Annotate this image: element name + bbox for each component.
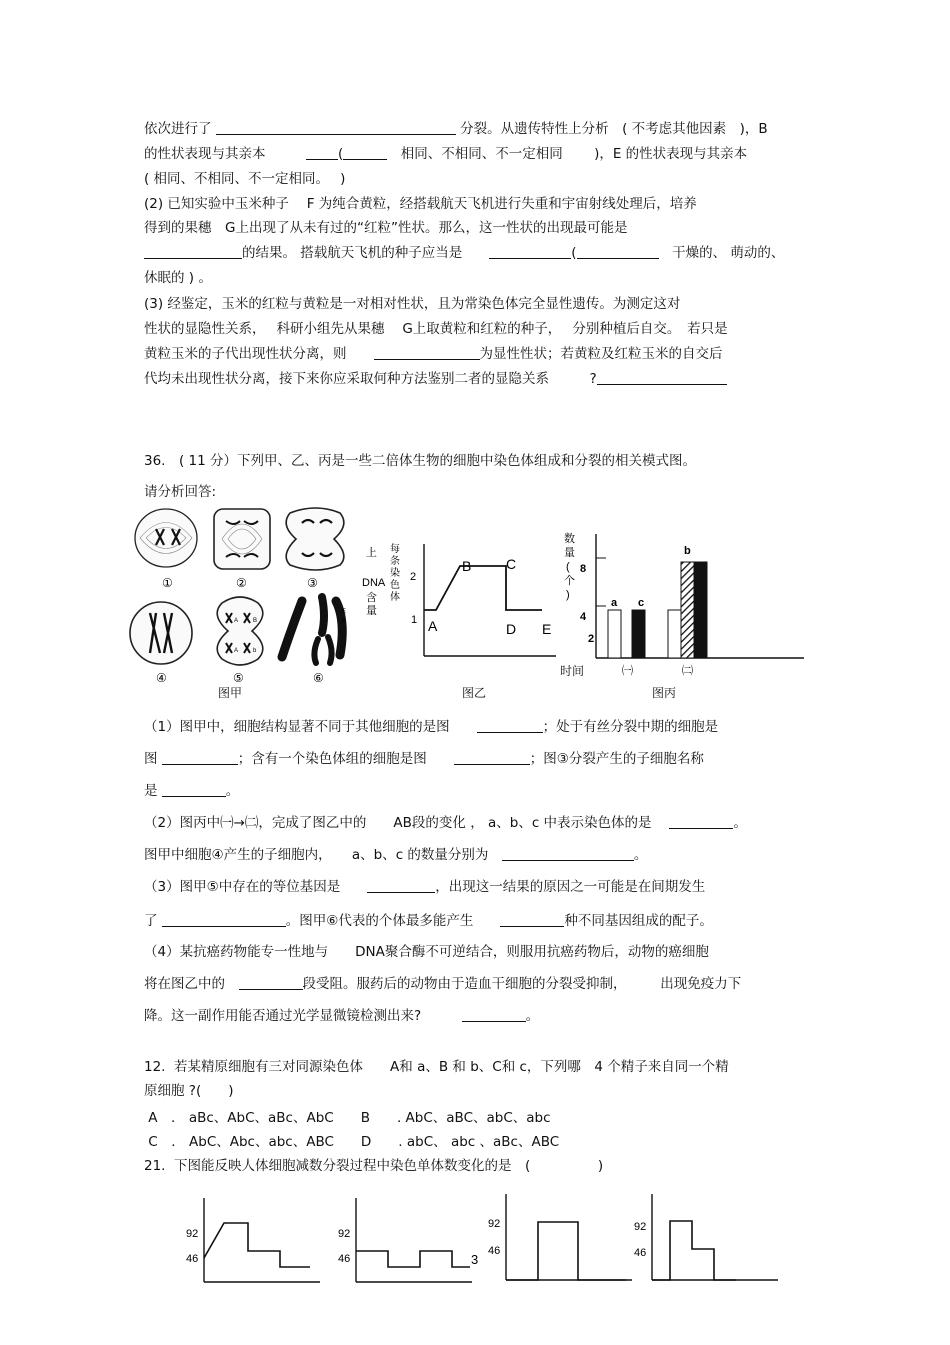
q21-graphs bbox=[180, 1190, 780, 1290]
cell-label-6: ⑥ bbox=[313, 671, 324, 685]
cell-label-1: ① bbox=[162, 576, 173, 590]
figure-bing-chart bbox=[554, 528, 810, 678]
answer-blank[interactable] bbox=[162, 750, 238, 765]
svg-text:C: C bbox=[506, 556, 517, 572]
svg-text:46: 46 bbox=[338, 1253, 351, 1265]
cell-label-4: ④ bbox=[156, 671, 167, 685]
q36-s2: 图 ；含有一个染色体组的细胞是图 ；图③分裂产生的子细胞名称 bbox=[144, 751, 704, 767]
svg-text:46: 46 bbox=[634, 1247, 647, 1259]
answer-blank[interactable] bbox=[374, 345, 480, 360]
answer-blank[interactable] bbox=[306, 145, 338, 160]
q35-line-10: 黄粒玉米的子代出现性状分离，则 为显性性状；若黄粒及红粒玉米的自交后 bbox=[144, 346, 723, 362]
q36-s5: 图甲中细胞④产生的子细胞内， a、b、c 的数量分别为 。 bbox=[144, 847, 648, 863]
svg-text:DNA: DNA bbox=[362, 577, 386, 589]
cell-1-diagram bbox=[135, 509, 197, 567]
answer-blank[interactable] bbox=[489, 244, 571, 259]
svg-text:2: 2 bbox=[410, 571, 417, 583]
q21-graph-d bbox=[634, 1194, 778, 1280]
svg-text:(: ( bbox=[566, 561, 570, 573]
svg-text:㈡: ㈡ bbox=[682, 665, 693, 677]
svg-text:量: 量 bbox=[366, 605, 377, 617]
q36-intro: 请分析回答: bbox=[144, 484, 217, 500]
answer-blank[interactable] bbox=[239, 975, 303, 990]
answer-blank[interactable] bbox=[502, 846, 634, 861]
q35-line-4: (2) 已知实验中玉米种子 F 为纯合黄粒，经搭载航天飞机进行失重和宇宙射线处理后，培养 bbox=[144, 196, 697, 212]
cell-4-diagram bbox=[130, 602, 192, 664]
cell-5-diagram bbox=[217, 597, 263, 665]
answer-blank[interactable] bbox=[216, 120, 456, 135]
svg-text:b: b bbox=[253, 648, 257, 654]
svg-text:1: 1 bbox=[411, 614, 418, 626]
q12-line-2: 原细胞 ?( ) bbox=[144, 1083, 234, 1099]
q35-line-9: 性状的显隐性关系， 科研小组先从果穗 G上取黄粒和红粒的种子， 分别种植后自交。 若只是 bbox=[144, 321, 728, 337]
cell-label-2: ② bbox=[236, 576, 247, 590]
cell-label-3: ③ bbox=[307, 576, 318, 590]
q21-graph-a bbox=[186, 1198, 320, 1282]
answer-blank[interactable] bbox=[343, 145, 387, 160]
bar-group bbox=[608, 562, 707, 658]
figure-yi-graph bbox=[358, 530, 558, 680]
figure-yi-caption: 图乙 bbox=[462, 686, 487, 700]
answer-blank[interactable] bbox=[669, 814, 733, 829]
q36-s3: 是 。 bbox=[144, 783, 240, 799]
figure-bing-xlabel: 时间 bbox=[560, 664, 585, 678]
figure-jia-cells bbox=[126, 505, 366, 705]
svg-text:92: 92 bbox=[338, 1228, 351, 1240]
figure-jia-caption: 图甲 bbox=[218, 686, 243, 700]
answer-blank[interactable] bbox=[577, 244, 659, 259]
svg-text:8: 8 bbox=[580, 563, 587, 575]
q35-line-3: ( 相同、不相同、不一定相同。 ) bbox=[144, 171, 346, 187]
answer-blank[interactable] bbox=[162, 912, 286, 927]
bar-a-2 bbox=[668, 610, 681, 658]
q36-s10: 降。这一副作用能否通过光学显微镜检测出来? 。 bbox=[144, 1008, 540, 1024]
svg-text:c: c bbox=[638, 597, 645, 609]
svg-text:3: 3 bbox=[471, 1252, 479, 1267]
svg-text:E: E bbox=[342, 609, 347, 615]
q36-s9: 将在图乙中的 段受阻。服药后的动物由于造血干细胞的分裂受抑制， 出现免疫力下 bbox=[144, 976, 742, 992]
svg-text:体: 体 bbox=[390, 592, 400, 603]
cell-2-diagram bbox=[214, 509, 270, 569]
svg-text:B: B bbox=[253, 618, 258, 624]
svg-text:每: 每 bbox=[390, 544, 400, 555]
svg-text:染: 染 bbox=[390, 568, 400, 579]
q35-line-7: 休眠的 ) 。 bbox=[144, 270, 212, 286]
q12-options-ab[interactable]: A . aBc、AbC、aBc、AbC B . AbC、aBC、abC、abc bbox=[144, 1110, 551, 1126]
svg-text:条: 条 bbox=[390, 556, 400, 567]
q36-s4: （2）图丙中㈠→㈡，完成了图乙中的 AB段的变化 ， a、b、c 中表示染色体的是 。 bbox=[144, 815, 747, 831]
answer-blank[interactable] bbox=[462, 1007, 526, 1022]
figure-bing-caption: 图丙 bbox=[652, 686, 677, 700]
q21-line-1: 21. 下图能反映人体细胞减数分裂过程中染色单体数变化的是 ( ) bbox=[144, 1158, 604, 1174]
svg-text:上: 上 bbox=[366, 547, 377, 559]
bar-b-2 bbox=[681, 562, 694, 658]
answer-blank[interactable] bbox=[367, 878, 435, 893]
svg-text:E: E bbox=[542, 621, 552, 637]
svg-text:92: 92 bbox=[634, 1221, 647, 1233]
svg-text:a: a bbox=[611, 597, 618, 609]
q21-graph-b bbox=[338, 1198, 478, 1282]
svg-text:A: A bbox=[234, 648, 239, 654]
svg-text:2: 2 bbox=[588, 633, 595, 645]
q21-graph-c bbox=[488, 1194, 632, 1280]
answer-blank[interactable] bbox=[162, 782, 226, 797]
svg-text:b: b bbox=[684, 545, 691, 557]
svg-text:4: 4 bbox=[580, 611, 587, 623]
svg-text:46: 46 bbox=[488, 1245, 501, 1257]
q35-line-1: 依次进行了 分裂。从遗传特性上分析 ( 不考虑其他因素 )，B bbox=[144, 121, 768, 137]
svg-text:A: A bbox=[234, 618, 239, 624]
q36-s7: 了 。图甲⑥代表的个体最多能产生 种不同基因组成的配子。 bbox=[144, 913, 713, 929]
q35-line-5: 得到的果穗 G上出现了从未有过的“红粒”性状。那么，这一性状的出现最可能是 bbox=[144, 220, 628, 236]
q36-title: 36. ( 11 分）下列甲、乙、丙是一些二倍体生物的细胞中染色体组成和分裂的相关模式图。 bbox=[144, 453, 696, 469]
answer-blank[interactable] bbox=[500, 912, 564, 927]
answer-blank[interactable] bbox=[597, 370, 727, 385]
svg-text:D: D bbox=[506, 621, 517, 637]
svg-text:92: 92 bbox=[186, 1228, 199, 1240]
q12-options-cd[interactable]: C . AbC、Abc、abc、ABC D . abC、 abc 、aBc、ABC bbox=[144, 1134, 560, 1150]
answer-blank[interactable] bbox=[144, 244, 242, 259]
cell-label-5: ⑤ bbox=[233, 671, 244, 685]
cell-6-diagram bbox=[282, 597, 346, 663]
svg-text:46: 46 bbox=[186, 1253, 199, 1265]
q35-line-8: (3) 经鉴定，玉米的红粒与黄粒是一对相对性状，且为常染色体完全显性遗传。为测定这对 bbox=[144, 296, 681, 312]
q36-s1: （1）图甲中，细胞结构显著不同于其他细胞的是图 ；处于有丝分裂中期的细胞是 bbox=[144, 719, 719, 735]
q35-line-11: 代均未出现性状分离，接下来你应采取何种方法鉴别二者的显隐关系 ? bbox=[144, 370, 727, 388]
cell-3-diagram bbox=[286, 508, 344, 570]
bar-c-1 bbox=[632, 610, 645, 658]
svg-text:㈠: ㈠ bbox=[622, 665, 633, 677]
bar-a-1 bbox=[608, 610, 621, 658]
q35-line-2: 的性状表现与其亲本 ( 相同、不相同、不一定相同 )，E 的性状表现与其亲本 bbox=[144, 146, 748, 162]
svg-text:): ) bbox=[566, 589, 570, 601]
svg-text:92: 92 bbox=[488, 1218, 501, 1230]
svg-text:A: A bbox=[428, 618, 438, 634]
answer-blank[interactable] bbox=[477, 718, 543, 733]
svg-text:个: 个 bbox=[564, 575, 575, 587]
svg-text:F: F bbox=[342, 619, 346, 625]
svg-text:数: 数 bbox=[564, 533, 575, 545]
answer-blank[interactable] bbox=[454, 750, 530, 765]
svg-text:含: 含 bbox=[366, 592, 377, 604]
q36-s8: （4）某抗癌药物能专一性地与 DNA聚合酶不可逆结合，则服用抗癌药物后，动物的癌细胞 bbox=[144, 944, 709, 960]
svg-text:B: B bbox=[462, 558, 472, 574]
svg-text:色: 色 bbox=[390, 580, 400, 591]
q36-s6: （3）图甲⑤中存在的等位基因是 ，出现这一结果的原因之一可能是在间期发生 bbox=[144, 879, 706, 895]
bar-c-2 bbox=[694, 562, 707, 658]
q12-line-1: 12. 若某精原细胞有三对同源染色体 A和 a、B 和 b、C和 c，下列哪 4 个精子来自同一个精 bbox=[144, 1059, 729, 1075]
q35-line-6: 的结果。 搭载航天飞机的种子应当是 ( 干燥的、 萌动的、 bbox=[144, 244, 784, 262]
svg-text:量: 量 bbox=[564, 547, 575, 559]
